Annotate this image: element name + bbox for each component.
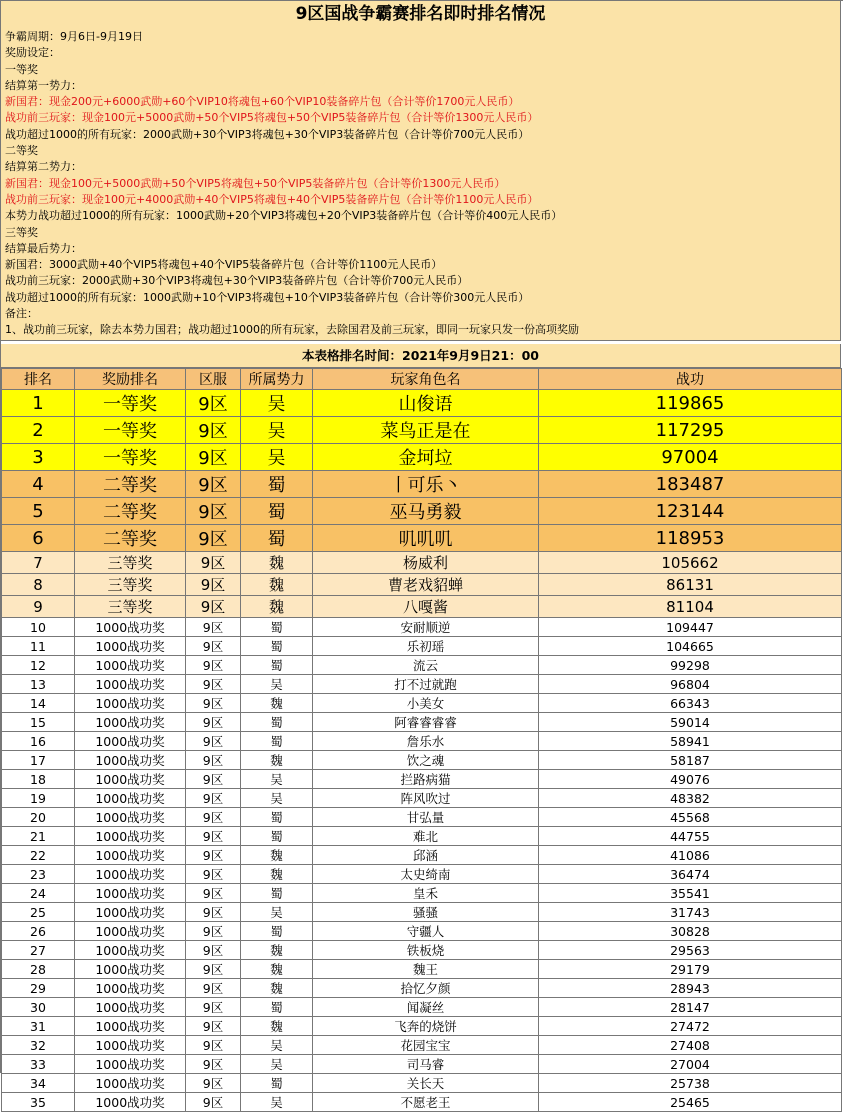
faction-cell: 魏 [241,960,313,979]
table-row [2,552,842,574]
rule-line: 结算第一势力： [5,78,82,92]
merit-cell: 99298 [539,656,842,675]
award-cell: 1000战功奖 [75,1074,186,1093]
rank-cell: 35 [2,1093,75,1112]
award-cell: 三等奖 [75,596,186,618]
merit-cell: 44755 [539,827,842,846]
award-cell: 1000战功奖 [75,922,186,941]
player-name-cell: 乐初瑶 [313,637,539,656]
rule-line: 战功前三玩家：现金100元+5000武勋+50个VIP5将魂包+50个VIP5装备碎片包（合计等价1300元人民币） [5,111,539,125]
faction-cell: 魏 [241,751,313,770]
rank-cell: 1 [2,390,75,417]
rule-line: 本势力战功超过1000的所有玩家：1000武勋+20个VIP3将魂包+20个VIP3装备碎片包（合计等价400元人民币） [5,209,563,223]
faction-cell: 蜀 [241,525,313,552]
award-cell: 三等奖 [75,552,186,574]
faction-cell: 魏 [241,865,313,884]
server-cell: 9区 [186,525,241,552]
award-cell: 1000战功奖 [75,694,186,713]
server-cell: 9区 [186,751,241,770]
merit-cell: 81104 [539,596,842,618]
rule-line: 备注： [5,307,38,321]
rank-cell: 34 [2,1074,75,1093]
column-header-rank: 排名 [2,369,75,390]
table-row [2,417,842,444]
rule-line: 战功超过1000的所有玩家：2000武勋+30个VIP3将魂包+30个VIP3装备碎片包（合计等价700元人民币） [5,127,530,141]
merit-cell: 29179 [539,960,842,979]
merit-cell: 109447 [539,618,842,637]
player-name-cell: 铁板烧 [313,941,539,960]
server-cell: 9区 [186,865,241,884]
faction-cell: 吴 [241,903,313,922]
rank-cell: 17 [2,751,75,770]
server-cell: 9区 [186,732,241,751]
rank-cell: 23 [2,865,75,884]
player-name-cell: 叽叽叽 [313,525,539,552]
faction-cell: 蜀 [241,713,313,732]
merit-cell: 45568 [539,808,842,827]
player-name-cell: 小美女 [313,694,539,713]
award-cell: 1000战功奖 [75,998,186,1017]
rules-header [1,1,841,341]
award-cell: 1000战功奖 [75,1055,186,1074]
rule-line: 新国君：3000武勋+40个VIP5将魂包+40个VIP5装备碎片包（合计等价1100元人民币） [5,258,443,272]
award-cell: 1000战功奖 [75,770,186,789]
player-name-cell: 关长天 [313,1074,539,1093]
merit-cell: 105662 [539,552,842,574]
server-cell: 9区 [186,884,241,903]
merit-cell: 27004 [539,1055,842,1074]
merit-cell: 28147 [539,998,842,1017]
merit-cell: 117295 [539,417,842,444]
rank-cell: 11 [2,637,75,656]
award-cell: 1000战功奖 [75,656,186,675]
faction-cell: 魏 [241,941,313,960]
rank-cell: 5 [2,498,75,525]
server-cell: 9区 [186,808,241,827]
table-row [2,618,842,637]
table-row [2,808,842,827]
faction-cell: 蜀 [241,808,313,827]
rank-cell: 29 [2,979,75,998]
merit-cell: 27408 [539,1036,842,1055]
player-name-cell: 守疆人 [313,922,539,941]
faction-cell: 吴 [241,789,313,808]
player-name-cell: 闻凝丝 [313,998,539,1017]
server-cell: 9区 [186,618,241,637]
rank-cell: 24 [2,884,75,903]
faction-cell: 魏 [241,574,313,596]
player-name-cell: 杨威利 [313,552,539,574]
server-cell: 9区 [186,1074,241,1093]
faction-cell: 蜀 [241,732,313,751]
award-cell: 二等奖 [75,498,186,525]
merit-cell: 49076 [539,770,842,789]
table-row [2,656,842,675]
faction-cell: 魏 [241,694,313,713]
merit-cell: 31743 [539,903,842,922]
award-cell: 1000战功奖 [75,960,186,979]
merit-cell: 118953 [539,525,842,552]
faction-cell: 吴 [241,417,313,444]
player-name-cell: 饮之魂 [313,751,539,770]
award-cell: 1000战功奖 [75,637,186,656]
merit-cell: 29563 [539,941,842,960]
column-header-player-name: 玩家角色名 [313,369,539,390]
player-name-cell: 山俊语 [313,390,539,417]
merit-cell: 25738 [539,1074,842,1093]
rank-cell: 15 [2,713,75,732]
table-row [2,827,842,846]
faction-cell: 魏 [241,1017,313,1036]
server-cell: 9区 [186,922,241,941]
award-cell: 1000战功奖 [75,827,186,846]
table-row [2,998,842,1017]
merit-cell: 58941 [539,732,842,751]
merit-cell: 96804 [539,675,842,694]
player-name-cell: 打不过就跑 [313,675,539,694]
faction-cell: 蜀 [241,922,313,941]
table-row [2,751,842,770]
server-cell: 9区 [186,713,241,732]
award-cell: 二等奖 [75,525,186,552]
server-cell: 9区 [186,471,241,498]
merit-cell: 119865 [539,390,842,417]
merit-cell: 183487 [539,471,842,498]
rule-line: 结算最后势力： [5,241,82,255]
faction-cell: 蜀 [241,827,313,846]
rank-cell: 26 [2,922,75,941]
table-row [2,574,842,596]
rule-line: 战功超过1000的所有玩家：1000武勋+10个VIP3将魂包+10个VIP3装备碎片包（合计等价300元人民币） [5,290,530,304]
rank-cell: 13 [2,675,75,694]
rule-line: 三等奖 [5,225,38,239]
player-name-cell: 安耐顺逆 [313,618,539,637]
award-cell: 1000战功奖 [75,751,186,770]
table-row [2,903,842,922]
faction-cell: 蜀 [241,998,313,1017]
table-row [2,865,842,884]
server-cell: 9区 [186,574,241,596]
server-cell: 9区 [186,1055,241,1074]
faction-cell: 魏 [241,846,313,865]
rule-line: 奖励设定： [5,46,60,60]
player-name-cell: 不愿老王 [313,1093,539,1112]
player-name-cell: 阿睿睿睿睿 [313,713,539,732]
merit-cell: 41086 [539,846,842,865]
faction-cell: 魏 [241,979,313,998]
award-cell: 1000战功奖 [75,846,186,865]
faction-cell: 魏 [241,596,313,618]
rule-line: 结算第二势力： [5,160,82,174]
player-name-cell: 花园宝宝 [313,1036,539,1055]
server-cell: 9区 [186,827,241,846]
table-row [2,637,842,656]
faction-cell: 吴 [241,770,313,789]
faction-cell: 吴 [241,444,313,471]
merit-cell: 123144 [539,498,842,525]
table-row [2,1017,842,1036]
ranking-timestamp: 本表格排名时间：2021年9月9日21：00 [1,344,841,368]
table-row [2,922,842,941]
award-cell: 1000战功奖 [75,618,186,637]
faction-cell: 吴 [241,1055,313,1074]
merit-cell: 97004 [539,444,842,471]
player-name-cell: 阵风吹过 [313,789,539,808]
rank-cell: 25 [2,903,75,922]
player-name-cell: 菜鸟正是在 [313,417,539,444]
rank-cell: 21 [2,827,75,846]
faction-cell: 蜀 [241,656,313,675]
rank-cell: 14 [2,694,75,713]
rank-cell: 9 [2,596,75,618]
column-header-merit: 战功 [539,369,842,390]
table-row [2,525,842,552]
player-name-cell: 飞奔的烧饼 [313,1017,539,1036]
table-row [2,979,842,998]
faction-cell: 蜀 [241,1074,313,1093]
award-cell: 1000战功奖 [75,789,186,808]
table-row [2,789,842,808]
merit-cell: 66343 [539,694,842,713]
server-cell: 9区 [186,1093,241,1112]
table-row [2,960,842,979]
faction-cell: 蜀 [241,618,313,637]
rank-cell: 12 [2,656,75,675]
award-cell: 1000战功奖 [75,1017,186,1036]
player-name-cell: 太史绮南 [313,865,539,884]
merit-cell: 58187 [539,751,842,770]
rank-cell: 20 [2,808,75,827]
server-cell: 9区 [186,675,241,694]
server-cell: 9区 [186,1017,241,1036]
rank-cell: 7 [2,552,75,574]
rank-cell: 27 [2,941,75,960]
faction-cell: 魏 [241,552,313,574]
server-cell: 9区 [186,390,241,417]
server-cell: 9区 [186,941,241,960]
rank-cell: 22 [2,846,75,865]
table-row [2,1074,842,1093]
rule-line: 二等奖 [5,144,38,158]
server-cell: 9区 [186,656,241,675]
player-name-cell: 巫马勇毅 [313,498,539,525]
table-row [2,846,842,865]
table-row [2,390,842,417]
table-row [2,1055,842,1074]
rank-cell: 8 [2,574,75,596]
server-cell: 9区 [186,998,241,1017]
table-row [2,1036,842,1055]
rank-cell: 2 [2,417,75,444]
rank-cell: 10 [2,618,75,637]
faction-cell: 蜀 [241,471,313,498]
award-cell: 1000战功奖 [75,1036,186,1055]
player-name-cell: 八嘎酱 [313,596,539,618]
player-name-cell: 难北 [313,827,539,846]
merit-cell: 59014 [539,713,842,732]
server-cell: 9区 [186,498,241,525]
rank-cell: 4 [2,471,75,498]
faction-cell: 吴 [241,1093,313,1112]
award-cell: 1000战功奖 [75,1093,186,1112]
faction-cell: 蜀 [241,498,313,525]
server-cell: 9区 [186,979,241,998]
award-cell: 1000战功奖 [75,808,186,827]
rule-line: 新国君：现金200元+6000武勋+60个VIP10将魂包+60个VIP10装备碎片包（合计等价1700元人民币） [5,95,520,109]
rank-cell: 18 [2,770,75,789]
award-cell: 一等奖 [75,390,186,417]
rule-line: 新国君：现金100元+5000武勋+50个VIP5将魂包+50个VIP5装备碎片包（合计等价1300元人民币） [5,176,506,190]
server-cell: 9区 [186,552,241,574]
rank-cell: 31 [2,1017,75,1036]
rule-line: 战功前三玩家：现金100元+4000武勋+40个VIP5将魂包+40个VIP5装备碎片包（合计等价1100元人民币） [5,192,539,206]
table-row [2,770,842,789]
faction-cell: 吴 [241,1036,313,1055]
rank-cell: 28 [2,960,75,979]
server-cell: 9区 [186,960,241,979]
server-cell: 9区 [186,596,241,618]
award-cell: 1000战功奖 [75,865,186,884]
award-cell: 1000战功奖 [75,675,186,694]
faction-cell: 蜀 [241,884,313,903]
column-header-server: 区服 [186,369,241,390]
player-name-cell: 丨可乐丶 [313,471,539,498]
table-row [2,713,842,732]
ranking-table [1,368,842,1112]
award-cell: 1000战功奖 [75,979,186,998]
merit-cell: 36474 [539,865,842,884]
table-row [2,941,842,960]
award-cell: 二等奖 [75,471,186,498]
table-row [2,596,842,618]
merit-cell: 30828 [539,922,842,941]
server-cell: 9区 [186,1036,241,1055]
reward-rules [1,29,840,339]
column-header-faction: 所属势力 [241,369,313,390]
player-name-cell: 骚骚 [313,903,539,922]
award-cell: 三等奖 [75,574,186,596]
rank-cell: 6 [2,525,75,552]
table-row [2,694,842,713]
player-name-cell: 甘弘量 [313,808,539,827]
server-cell: 9区 [186,417,241,444]
rank-cell: 32 [2,1036,75,1055]
table-row [2,675,842,694]
award-cell: 1000战功奖 [75,903,186,922]
table-header-row [2,369,842,390]
faction-cell: 吴 [241,675,313,694]
rank-cell: 16 [2,732,75,751]
table-row [2,732,842,751]
rule-line: 争霸周期：9月6日-9月19日 [5,30,143,43]
server-cell: 9区 [186,694,241,713]
award-cell: 1000战功奖 [75,884,186,903]
table-row [2,1093,842,1112]
award-cell: 一等奖 [75,444,186,471]
table-row [2,471,842,498]
player-name-cell: 金坷垃 [313,444,539,471]
server-cell: 9区 [186,846,241,865]
player-name-cell: 司马睿 [313,1055,539,1074]
server-cell: 9区 [186,770,241,789]
player-name-cell: 流云 [313,656,539,675]
player-name-cell: 邱涵 [313,846,539,865]
player-name-cell: 拾忆夕颜 [313,979,539,998]
ranking-rows [2,390,842,1112]
rank-cell: 19 [2,789,75,808]
faction-cell: 蜀 [241,637,313,656]
rule-line: 战功前三玩家：2000武勋+30个VIP3将魂包+30个VIP3装备碎片包（合计等价700元人民币） [5,274,469,288]
merit-cell: 35541 [539,884,842,903]
server-cell: 9区 [186,444,241,471]
merit-cell: 28943 [539,979,842,998]
player-name-cell: 拦路病猫 [313,770,539,789]
merit-cell: 48382 [539,789,842,808]
player-name-cell: 魏王 [313,960,539,979]
server-cell: 9区 [186,789,241,808]
merit-cell: 104665 [539,637,842,656]
award-cell: 一等奖 [75,417,186,444]
server-cell: 9区 [186,637,241,656]
merit-cell: 27472 [539,1017,842,1036]
award-cell: 1000战功奖 [75,941,186,960]
award-cell: 1000战功奖 [75,732,186,751]
server-cell: 9区 [186,903,241,922]
player-name-cell: 曹老戏貂蝉 [313,574,539,596]
rule-line: 1、战功前三玩家，除去本势力国君；战功超过1000的所有玩家，去除国君及前三玩家，即同一玩家只发一份高项奖励 [5,323,579,337]
rank-cell: 30 [2,998,75,1017]
page-title: 9区国战争霸赛排名即时排名情况 [295,4,546,24]
award-cell: 1000战功奖 [75,713,186,732]
rule-line: 一等奖 [5,62,38,76]
table-row [2,444,842,471]
table-row [2,498,842,525]
column-header-award: 奖励排名 [75,369,186,390]
player-name-cell: 皇禾 [313,884,539,903]
rank-cell: 33 [2,1055,75,1074]
rank-cell: 3 [2,444,75,471]
merit-cell: 86131 [539,574,842,596]
table-row [2,884,842,903]
merit-cell: 25465 [539,1093,842,1112]
faction-cell: 吴 [241,390,313,417]
player-name-cell: 詹乐水 [313,732,539,751]
